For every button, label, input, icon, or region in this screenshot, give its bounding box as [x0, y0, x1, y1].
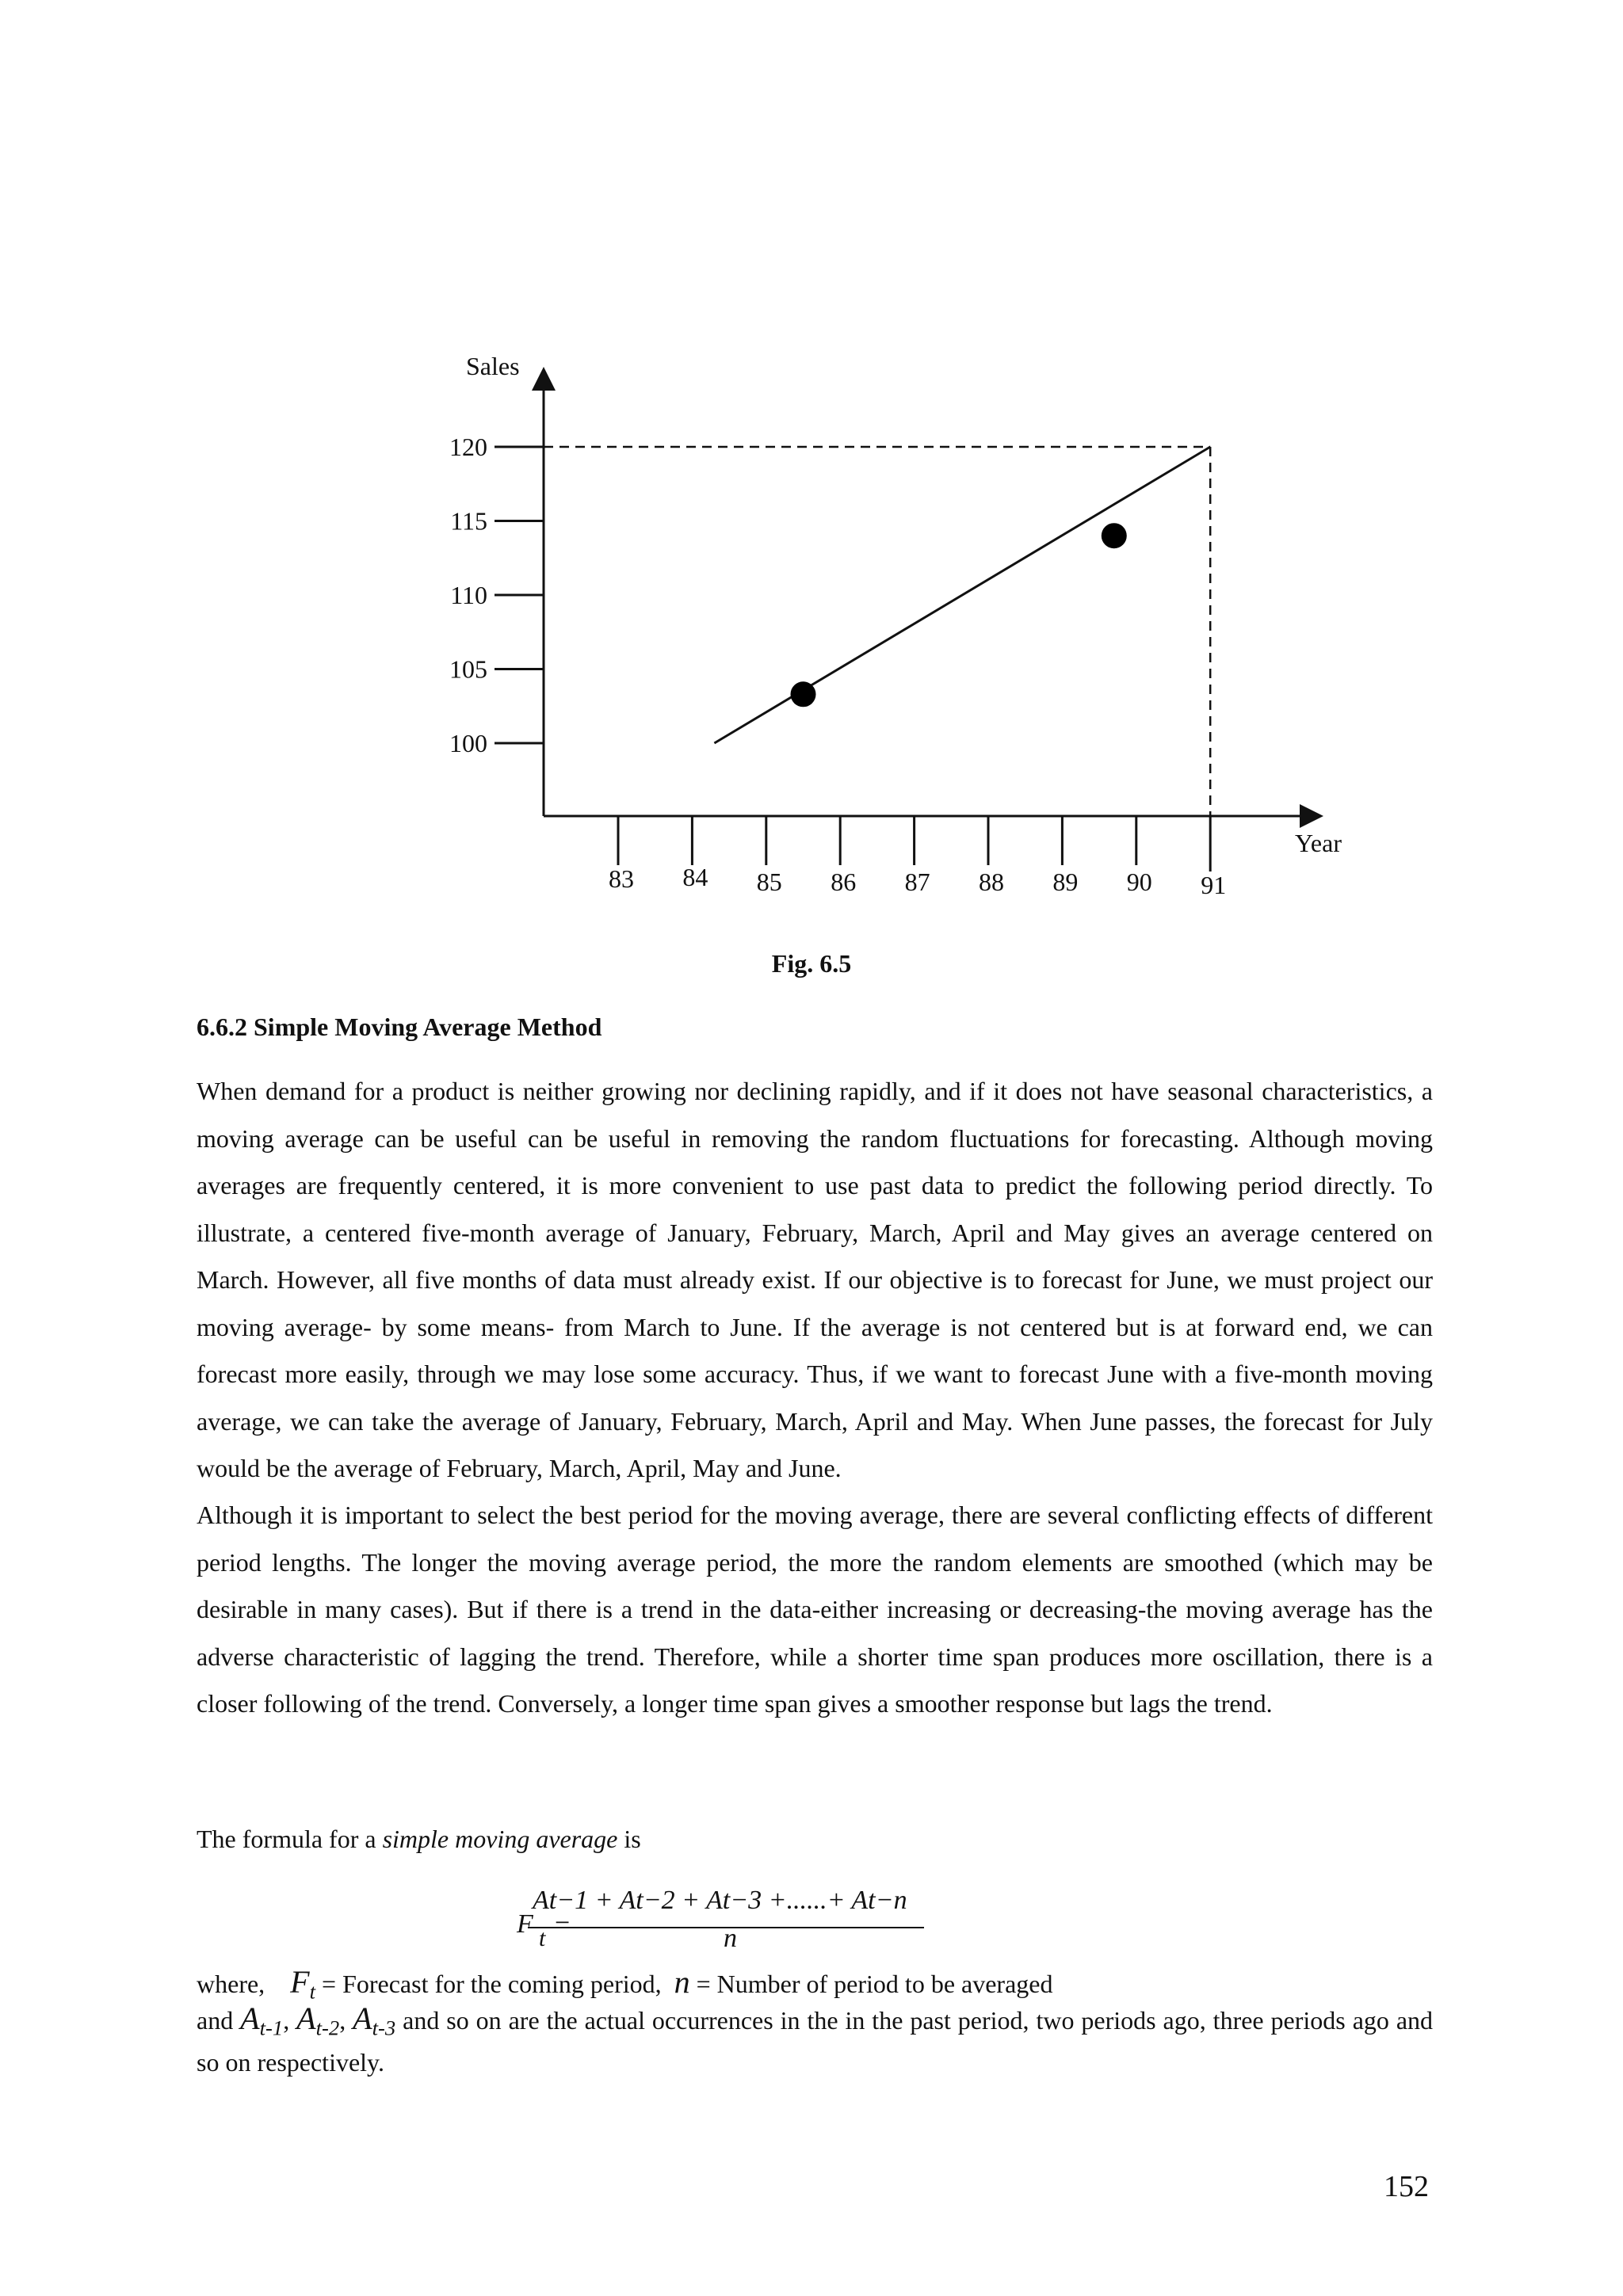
n-definition: = Number of period to be averaged [696, 1970, 1053, 1998]
actuals-text: and so on are the actual occurrences in the in the past period, two periods ago, three periods ago and so on respectively. [197, 2006, 1434, 2077]
actuals-definition: and $A_{t-1}$, $A_{t-2}$, $A_{t-3}$ and so on are the actual occurrences in the in the past period, two periods ago, three periods ago and so on respectively. [197, 2000, 1434, 2077]
x-tick-label-88: 88 [979, 868, 1004, 896]
paragraph-3 [197, 1825, 641, 1854]
x-tick-label-87: 87 [904, 868, 930, 896]
y-axis-label: Sales [466, 352, 520, 380]
section-heading: 6.6.2 Simple Moving Average Method [197, 1013, 602, 1041]
paragraph-2: Although it is important to select the best period for the moving average, there are several conflicting effects of different period lengths. The longer the moving average period, the more the random elements are smoothed (which may be desirable in many cases). But if there is a trend in the data-either increasing or decreasing-the moving average has the adverse characteristic of lagging the trend. Therefore, while a shorter time span produces more oscillation, there is a closer following of the trend. Conversely, a longer time span gives a smoother response but lags the trend. [197, 1501, 1433, 1718]
a1-symbol: A [240, 2000, 260, 2036]
a2-subscript: t-2 [315, 2016, 340, 2040]
formula-lhs: F [517, 1909, 533, 1939]
formula-intro-term: simple moving average [382, 1825, 618, 1853]
paragraph-1: When demand for a product is neither growing nor declining rapidly, and if it does not have seasonal characteristics, a moving average can be useful can be useful in removing the random fluctuations for forecasting. Although moving averages are frequently centered, it is more convenient to use past data to predict the following period directly. To illustrate, a centered five-month average of January, February, March, April and May gives an average centered on March. However, all five months of data must already exist. If our objective is to forecast for June, we must project our moving average- by some means- from March to June. If the average is not centered but is at forward end, we can forecast more easily, through we may lose some accuracy. Thus, if we want to forecast June with a five-month moving average, we can take the average of January, February, March, April and May. When June passes, the forecast for July would be the average of February, March, April, May and June. [197, 1077, 1433, 1482]
a3-symbol: A [353, 2000, 372, 2036]
n-symbol: n [674, 1964, 690, 2000]
where-definitions [197, 1963, 1052, 2004]
x-tick-label-85: 85 [756, 868, 782, 896]
formula-equals: = [555, 1911, 571, 1940]
x-tick-label-84: 84 [682, 863, 708, 891]
formula-intro-suffix: is [617, 1825, 641, 1853]
y-tick-label-105: 105 [449, 654, 487, 684]
formula-lhs-subscript: t [539, 1925, 546, 1951]
y-tick-label-100: 100 [449, 729, 487, 757]
x-axis-label: Year [1295, 829, 1342, 857]
formula-numerator: At−1 + At−2 + At−3 +......+ At−n [533, 1886, 907, 1915]
ft-symbol: F [290, 1964, 310, 2000]
a1-subscript: t-1 [259, 2016, 284, 2040]
x-tick-label-83: 83 [609, 864, 634, 893]
y-tick-label-120: 120 [449, 433, 487, 461]
a2-symbol: A [296, 2000, 316, 2036]
trend-line [714, 447, 1210, 743]
ft-subscript: t [309, 1979, 316, 2004]
formula-intro-text: The formula for a [197, 1825, 383, 1853]
page-number: 152 [1384, 2170, 1429, 2203]
figure-caption: Fig. 6.5 [771, 949, 852, 978]
y-tick-label-115: 115 [450, 506, 487, 536]
where-lead: where, [197, 1970, 265, 1998]
and-lead: and [197, 2006, 234, 2035]
a3-subscript: t-3 [372, 2016, 396, 2040]
x-tick-label-86: 86 [831, 868, 857, 896]
x-tick-label-91: 91 [1201, 871, 1227, 899]
data-point-2 [1102, 523, 1127, 548]
y-tick-label-110: 110 [450, 581, 487, 609]
ft-definition: = Forecast for the coming period, [322, 1970, 662, 1998]
data-point-1 [791, 681, 816, 707]
moving-average-formula [499, 1886, 943, 1963]
formula-denominator: n [724, 1924, 737, 1953]
sales-trend-chart [0, 0, 1623, 919]
x-tick-label-89: 89 [1052, 868, 1079, 896]
x-tick-label-90: 90 [1126, 868, 1152, 896]
